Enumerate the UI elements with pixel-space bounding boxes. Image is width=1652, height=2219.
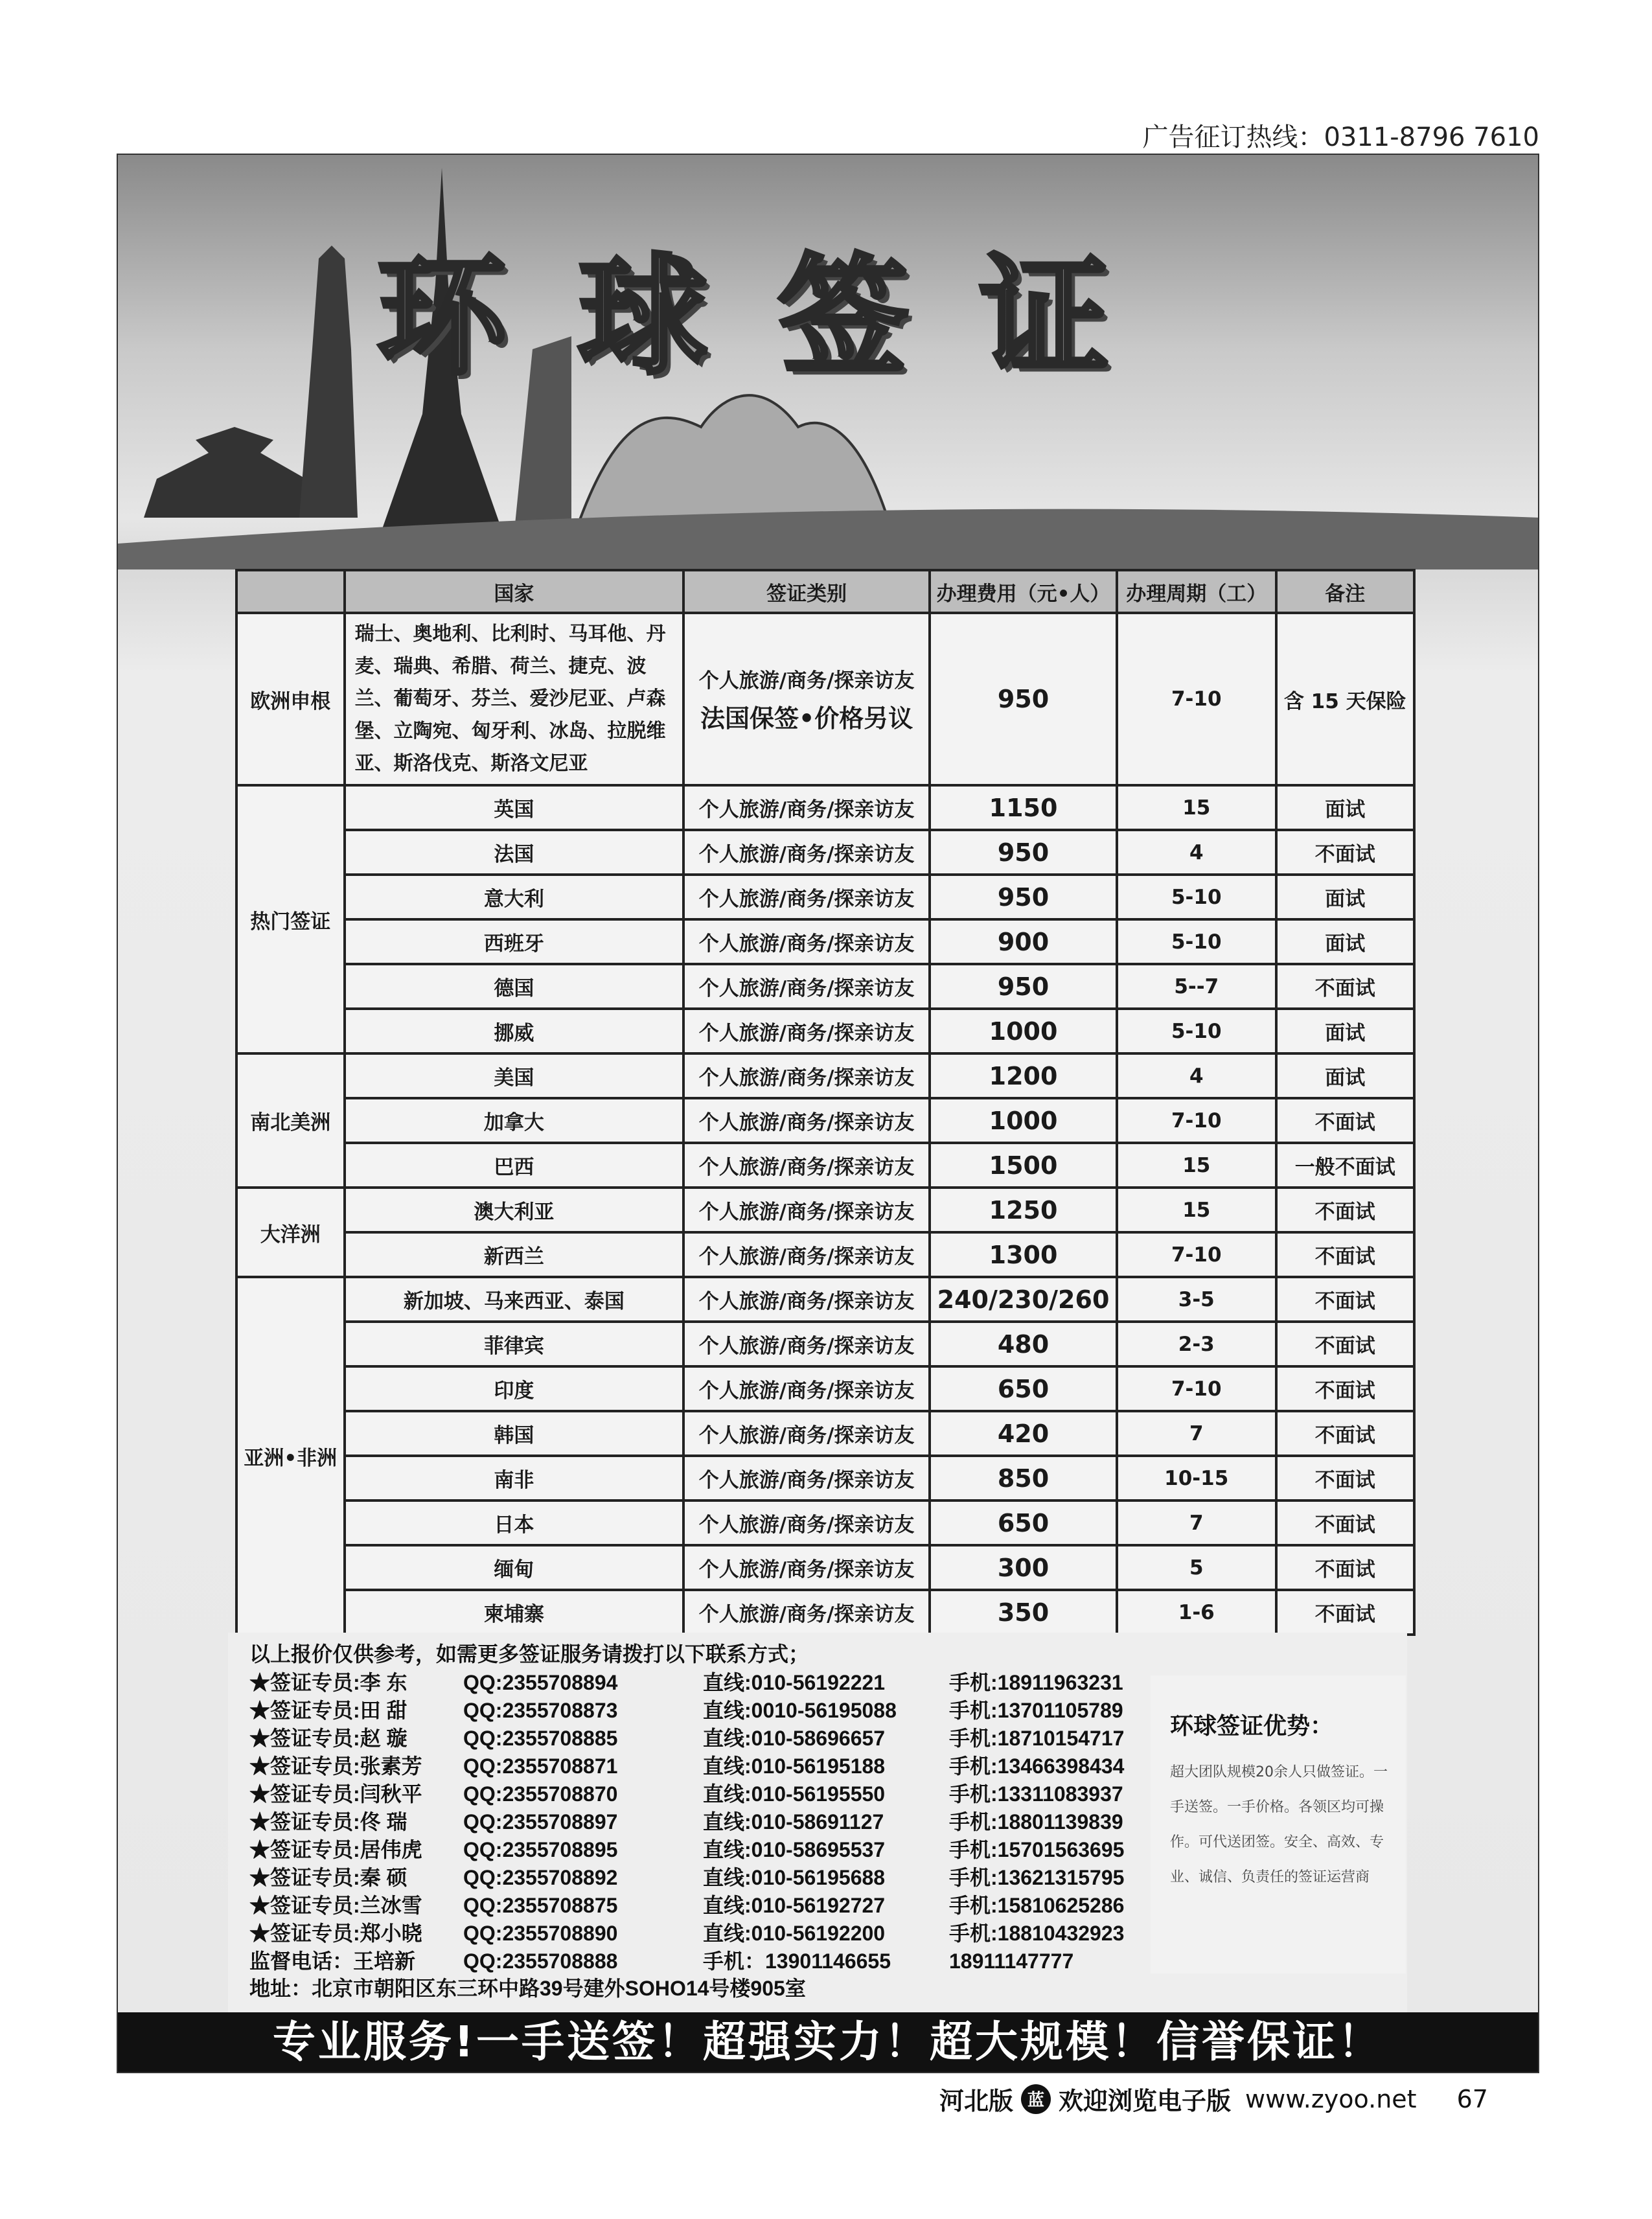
qq-number: QQ:2355708897 <box>463 1810 618 1834</box>
table-row <box>236 1143 1414 1188</box>
country-cell: 新西兰 <box>345 1232 684 1277</box>
visa-type: 个人旅游/商务/探亲访友 <box>698 669 915 693</box>
region-cell: 热门签证 <box>236 785 345 1053</box>
note-cell: 一般不面试 <box>1276 1143 1414 1188</box>
country-cell: 瑞士、奥地利、比利时、马耳他、丹麦、瑞典、希腊、荷兰、捷克、波兰、葡萄牙、芬兰、爱沙尼亚、卢森堡、立陶宛、匈牙利、冰岛、拉脱维亚、斯洛伐克、斯洛文尼亚 <box>345 613 684 785</box>
fee-cell: 950 <box>930 875 1117 919</box>
mobile-number: 手机:18810432923 <box>949 1922 1125 1945</box>
qq-number: QQ:2355708875 <box>463 1894 618 1917</box>
period-cell: 5-10 <box>1117 875 1276 919</box>
fee-cell: 1500 <box>930 1143 1117 1188</box>
qq-number: QQ:2355708873 <box>463 1699 618 1722</box>
visa-type-cell: 个人旅游/商务/探亲访友 <box>683 830 930 875</box>
country-cell: 日本 <box>345 1500 684 1545</box>
advantage-title: 环球签证优势： <box>1170 1713 1334 1740</box>
note-cell: 不面试 <box>1276 1188 1414 1232</box>
mobile-number: 手机:18710154717 <box>949 1727 1125 1750</box>
qq-number: QQ:2355708870 <box>463 1782 618 1806</box>
mobile-number: 手机:15701563695 <box>949 1838 1125 1861</box>
country-cell: 澳大利亚 <box>345 1188 684 1232</box>
visa-type-cell <box>683 613 930 785</box>
fee-cell: 950 <box>930 830 1117 875</box>
country-cell: 加拿大 <box>345 1098 684 1143</box>
country-cell: 印度 <box>345 1366 684 1411</box>
fee-cell: 1150 <box>930 785 1117 830</box>
country-cell: 新加坡、马来西亚、泰国 <box>345 1277 684 1322</box>
table-row <box>236 1545 1414 1590</box>
note-cell: 不面试 <box>1276 1545 1414 1590</box>
fee-cell: 900 <box>930 919 1117 964</box>
table-row <box>236 1456 1414 1500</box>
visa-type-cell: 个人旅游/商务/探亲访友 <box>683 785 930 830</box>
fee-cell: 1000 <box>930 1009 1117 1053</box>
lan-logo-icon: 蓝 <box>1021 2084 1051 2114</box>
fee-cell: 950 <box>930 964 1117 1009</box>
note-cell: 面试 <box>1276 1053 1414 1098</box>
fee-cell: 650 <box>930 1500 1117 1545</box>
period-cell: 15 <box>1117 785 1276 830</box>
period-cell: 5--7 <box>1117 964 1276 1009</box>
country-cell: 巴西 <box>345 1143 684 1188</box>
fee-cell: 1000 <box>930 1098 1117 1143</box>
period-cell: 5 <box>1117 1545 1276 1590</box>
note-cell: 不面试 <box>1276 1590 1414 1635</box>
table-row <box>236 919 1414 964</box>
note-cell: 不面试 <box>1276 1500 1414 1545</box>
fee-cell: 850 <box>930 1456 1117 1500</box>
period-cell: 2-3 <box>1117 1322 1276 1366</box>
mobile-number: 手机:13466398434 <box>949 1754 1125 1778</box>
period-cell: 7-10 <box>1117 1232 1276 1277</box>
note-cell: 不面试 <box>1276 1232 1414 1277</box>
mobile-number: 18911147777 <box>949 1949 1074 1973</box>
note-cell: 不面试 <box>1276 830 1414 875</box>
visa-advertisement <box>117 154 1539 2073</box>
period-cell: 7-10 <box>1117 1098 1276 1143</box>
visa-type-cell: 个人旅游/商务/探亲访友 <box>683 875 930 919</box>
direct-line: 直线:010-58695537 <box>703 1838 886 1861</box>
country-cell: 柬埔寨 <box>345 1590 684 1635</box>
qq-number: QQ:2355708871 <box>463 1754 618 1778</box>
fee-cell: 950 <box>930 613 1117 785</box>
region-cell: 大洋洲 <box>236 1188 345 1277</box>
period-cell: 5-10 <box>1117 919 1276 964</box>
note-cell: 不面试 <box>1276 1277 1414 1322</box>
note-cell: 面试 <box>1276 875 1414 919</box>
fee-cell: 1200 <box>930 1053 1117 1098</box>
qq-number: QQ:2355708892 <box>463 1866 618 1889</box>
table-row <box>236 964 1414 1009</box>
note-cell: 不面试 <box>1276 964 1414 1009</box>
visa-type-cell: 个人旅游/商务/探亲访友 <box>683 1277 930 1322</box>
note-cell: 不面试 <box>1276 1411 1414 1456</box>
fee-cell: 1300 <box>930 1232 1117 1277</box>
period-cell: 4 <box>1117 830 1276 875</box>
table-row <box>236 1009 1414 1053</box>
country-cell: 缅甸 <box>345 1545 684 1590</box>
agent-name: ★签证专员:秦 硕 <box>249 1866 407 1889</box>
mobile-number: 手机:13701105789 <box>949 1699 1123 1722</box>
table-row <box>236 1277 1414 1322</box>
visa-type-cell: 个人旅游/商务/探亲访友 <box>683 1009 930 1053</box>
qq-number: QQ:2355708885 <box>463 1727 618 1750</box>
fee-cell: 240/230/260 <box>930 1277 1117 1322</box>
qq-number: QQ:2355708894 <box>463 1671 618 1694</box>
country-cell: 西班牙 <box>345 919 684 964</box>
visa-type-cell: 个人旅游/商务/探亲访友 <box>683 1098 930 1143</box>
period-cell: 7 <box>1117 1500 1276 1545</box>
period-cell: 7-10 <box>1117 613 1276 785</box>
period-cell: 10-15 <box>1117 1456 1276 1500</box>
direct-line: 直线:010-56195188 <box>703 1754 886 1778</box>
agent-name: 监督电话：王培新 <box>249 1949 416 1973</box>
advantage-box <box>1151 1675 1406 1973</box>
table-row <box>236 1053 1414 1098</box>
table-row <box>236 785 1414 830</box>
country-cell: 英国 <box>345 785 684 830</box>
edition-label: 河北版 <box>939 2087 1014 2115</box>
country-cell: 菲律宾 <box>345 1322 684 1366</box>
table-row <box>236 613 1414 785</box>
fee-cell: 420 <box>930 1411 1117 1456</box>
visa-type-cell: 个人旅游/商务/探亲访友 <box>683 1366 930 1411</box>
note-cell: 面试 <box>1276 919 1414 964</box>
ad-hotline: 广告征订热线：0311-8796 7610 <box>1142 122 1539 152</box>
country-cell: 挪威 <box>345 1009 684 1053</box>
contact-intro: 以上报价仅供参考，如需更多签证服务请拨打以下联系方式； <box>249 1642 810 1666</box>
table-row <box>236 875 1414 919</box>
direct-line: 直线:010-56192200 <box>703 1922 886 1945</box>
table-row <box>236 830 1414 875</box>
table-row <box>236 1590 1414 1635</box>
header-visa-type: 签证类别 <box>683 570 930 613</box>
banner-title: 环球签证 <box>377 242 1181 393</box>
visa-price-table <box>235 569 1416 1636</box>
mobile-number: 手机:15810625286 <box>949 1894 1125 1917</box>
advantage-text: 超大团队规模20余人只做签证。一手送签。一手价格。各领区均可操作。可代送团签。安全、高效、专业、诚信、负责任的签证运营商 <box>1170 1764 1388 1885</box>
website-link[interactable]: www.zyoo.net <box>1245 2084 1417 2113</box>
period-cell: 7-10 <box>1117 1366 1276 1411</box>
visa-type-cell: 个人旅游/商务/探亲访友 <box>683 1053 930 1098</box>
visa-type-cell: 个人旅游/商务/探亲访友 <box>683 1322 930 1366</box>
fee-cell: 650 <box>930 1366 1117 1411</box>
agent-name: ★签证专员:张素芳 <box>249 1754 422 1778</box>
country-cell: 德国 <box>345 964 684 1009</box>
slogan-bar: 专业服务!一手送签！超强实力！超大规模！信誉保证！ <box>118 2012 1538 2072</box>
period-cell: 15 <box>1117 1143 1276 1188</box>
mobile-number: 手机:18801139839 <box>949 1810 1123 1834</box>
fee-cell: 480 <box>930 1322 1117 1366</box>
region-cell: 欧洲申根 <box>236 613 345 785</box>
direct-line: 直线:010-56192727 <box>703 1894 886 1917</box>
visa-type-cell: 个人旅游/商务/探亲访友 <box>683 1232 930 1277</box>
visa-type-cell: 个人旅游/商务/探亲访友 <box>683 1143 930 1188</box>
visa-type-cell: 个人旅游/商务/探亲访友 <box>683 964 930 1009</box>
direct-line: 手机：13901146655 <box>703 1949 891 1973</box>
page-footer <box>939 2081 1488 2117</box>
header-note: 备注 <box>1276 570 1414 613</box>
visa-type-cell: 个人旅游/商务/探亲访友 <box>683 1500 930 1545</box>
qq-number: QQ:2355708890 <box>463 1922 618 1945</box>
landmarks-banner <box>118 155 1538 569</box>
fee-cell: 1250 <box>930 1188 1117 1232</box>
direct-line: 直线:010-58691127 <box>703 1810 884 1834</box>
qq-number: QQ:2355708895 <box>463 1838 618 1861</box>
agent-name: ★签证专员:居伟虎 <box>249 1838 422 1861</box>
period-cell: 3-5 <box>1117 1277 1276 1322</box>
mobile-number: 手机:13311083937 <box>949 1782 1123 1806</box>
visa-type-cell: 个人旅游/商务/探亲访友 <box>683 1545 930 1590</box>
header-country: 国家 <box>345 570 684 613</box>
country-cell: 法国 <box>345 830 684 875</box>
agent-name: ★签证专员:赵 璇 <box>249 1727 407 1750</box>
page-number: 67 <box>1456 2084 1488 2113</box>
visa-type-cell: 个人旅游/商务/探亲访友 <box>683 1411 930 1456</box>
country-cell: 南非 <box>345 1456 684 1500</box>
visa-type-cell: 个人旅游/商务/探亲访友 <box>683 919 930 964</box>
qq-number: QQ:2355708888 <box>463 1949 618 1973</box>
agent-name: ★签证专员:李 东 <box>249 1671 407 1694</box>
period-cell: 5-10 <box>1117 1009 1276 1053</box>
direct-line: 直线:010-56192221 <box>703 1671 886 1694</box>
table-row <box>236 1098 1414 1143</box>
agent-name: ★签证专员:闫秋平 <box>249 1782 422 1806</box>
country-cell: 美国 <box>345 1053 684 1098</box>
country-cell: 韩国 <box>345 1411 684 1456</box>
agent-name: ★签证专员:田 甜 <box>249 1699 407 1722</box>
header-region <box>236 570 345 613</box>
visa-type-cell: 个人旅游/商务/探亲访友 <box>683 1188 930 1232</box>
period-cell: 7 <box>1117 1411 1276 1456</box>
period-cell: 15 <box>1117 1188 1276 1232</box>
direct-line: 直线:0010-56195088 <box>703 1699 897 1722</box>
agent-name: ★签证专员:兰冰雪 <box>249 1894 422 1917</box>
note-cell: 不面试 <box>1276 1322 1414 1366</box>
direct-line: 直线:010-58696657 <box>703 1727 886 1750</box>
table-row <box>236 1500 1414 1545</box>
visa-type-cell: 个人旅游/商务/探亲访友 <box>683 1590 930 1635</box>
agent-name: ★签证专员:郑小晓 <box>249 1922 422 1945</box>
note-cell: 不面试 <box>1276 1456 1414 1500</box>
fee-cell: 300 <box>930 1545 1117 1590</box>
mobile-number: 手机:18911963231 <box>949 1671 1123 1694</box>
visa-type-cell: 个人旅游/商务/探亲访友 <box>683 1456 930 1500</box>
note-cell: 面试 <box>1276 785 1414 830</box>
header-fee: 办理费用（元•人） <box>930 570 1117 613</box>
table-row <box>236 1232 1414 1277</box>
direct-line: 直线:010-56195550 <box>703 1782 886 1806</box>
note-cell: 含 15 天保险 <box>1276 613 1414 785</box>
note-cell: 不面试 <box>1276 1098 1414 1143</box>
table-row <box>236 1188 1414 1232</box>
welcome-text: 欢迎浏览电子版 <box>1059 2087 1232 2115</box>
region-cell: 南北美洲 <box>236 1053 345 1188</box>
table-header-row <box>236 570 1414 613</box>
country-cell: 意大利 <box>345 875 684 919</box>
direct-line: 直线:010-56195688 <box>703 1866 886 1889</box>
address: 地址：北京市朝阳区东三环中路39号建外SOHO14号楼905室 <box>249 1977 806 2000</box>
note-cell: 不面试 <box>1276 1366 1414 1411</box>
note-cell: 面试 <box>1276 1009 1414 1053</box>
mobile-number: 手机:13621315795 <box>949 1866 1125 1889</box>
fee-cell: 350 <box>930 1590 1117 1635</box>
table-row <box>236 1411 1414 1456</box>
region-cell: 亚洲•非洲 <box>236 1277 345 1635</box>
table-row <box>236 1366 1414 1411</box>
agent-name: ★签证专员:佟 瑞 <box>249 1810 407 1834</box>
visa-type-note: 法国保签•价格另议 <box>700 704 913 733</box>
table-row <box>236 1322 1414 1366</box>
header-period: 办理周期（工） <box>1117 570 1276 613</box>
period-cell: 4 <box>1117 1053 1276 1098</box>
period-cell: 1-6 <box>1117 1590 1276 1635</box>
